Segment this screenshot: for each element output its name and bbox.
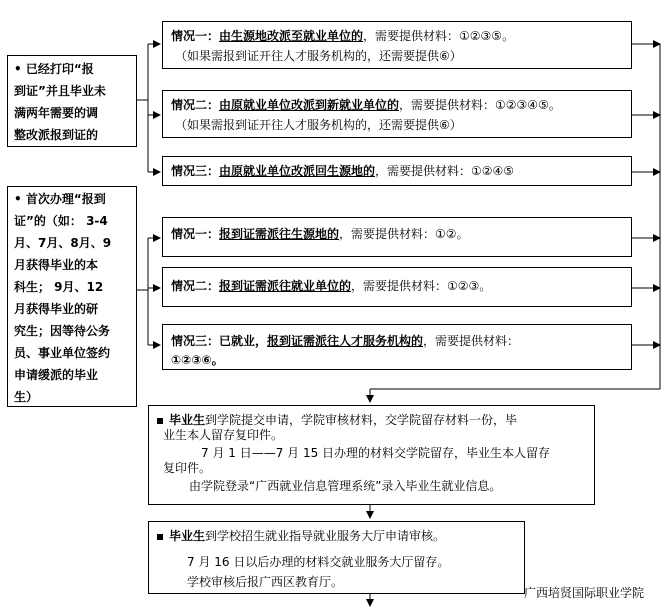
left-box-line: 月获得毕业的研 bbox=[14, 302, 99, 316]
step-text: 由学院登录“广西就业信息管理系统”录入毕业生就业信息。 bbox=[189, 479, 502, 493]
case-highlight: 由原就业单位改派到新就业单位的 bbox=[219, 98, 400, 112]
left-box-line: 月、7月、8月、9 bbox=[14, 236, 112, 250]
case-box-5 bbox=[162, 267, 632, 307]
left-box-line: 申请缓派的毕业 bbox=[14, 368, 99, 382]
left-box-line: 证”的（如： 3-4 bbox=[14, 214, 108, 228]
case-box-2 bbox=[162, 90, 632, 138]
case-label: 情况三：已就业， bbox=[171, 334, 268, 348]
case-note: （如果需报到证开往人才服务机构的，还需要提供⑥） bbox=[175, 49, 462, 63]
case-label: 情况三： bbox=[171, 164, 220, 178]
step-subject: 毕业生 bbox=[169, 529, 206, 543]
step-text: 7 月 16 日以后办理的材料交就业服务大厅留存。 bbox=[187, 555, 450, 569]
case-label: 情况二： bbox=[171, 279, 220, 293]
left-box-line: • 首次办理“报到 bbox=[14, 192, 106, 206]
case-box-6 bbox=[162, 324, 632, 370]
step-text: 到学校招生就业指导就业服务大厅申请审核。 bbox=[205, 529, 446, 543]
step-text: 学校审核后报广西区教育厅。 bbox=[187, 575, 344, 589]
bullet-icon bbox=[157, 418, 163, 424]
case-highlight: 由生源地改派至就业单位的 bbox=[219, 29, 364, 43]
footer-school-name: 广西培贤国际职业学院 bbox=[524, 586, 645, 600]
left-box-line: 到证”并且毕业未 bbox=[14, 84, 106, 98]
case-box-1 bbox=[162, 21, 632, 69]
left-box-reissue bbox=[7, 55, 137, 147]
step-box-college bbox=[148, 405, 595, 505]
case-highlight: 报到证需派往人才服务机构的 bbox=[267, 334, 424, 348]
case-materials: ，需要提供材料：①②④⑤ bbox=[375, 164, 515, 178]
left-box-line: 究生；因等待公务 bbox=[14, 324, 111, 338]
case-note: （如果需报到证开往人才服务机构的，还需要提供⑥） bbox=[175, 118, 462, 132]
left-box-line: 月获得毕业的本 bbox=[14, 258, 99, 272]
step-text: 复印件。 bbox=[163, 461, 212, 475]
case-highlight: 报到证需派往就业单位的 bbox=[219, 279, 352, 293]
case-highlight: 报到证需派往生源地的 bbox=[219, 227, 340, 241]
case-label: 情况一： bbox=[171, 29, 220, 43]
step-box-university bbox=[148, 521, 525, 594]
case-materials: ，需要提供材料： bbox=[423, 334, 520, 348]
step-text: 到学院提交申请，学院审核材料，交学院留存材料一份，毕 bbox=[205, 413, 518, 427]
case-materials: ，需要提供材料：①②③。 bbox=[351, 279, 492, 293]
left-box-line: 满两年需要的调 bbox=[14, 106, 99, 120]
left-box-line: 科生； 9月、12 bbox=[14, 280, 104, 294]
case-label: 情况二： bbox=[171, 98, 220, 112]
case-note: ①②③⑥。 bbox=[171, 353, 224, 367]
step-text: 7 月 1 日——7 月 15 日办理的材料交学院留存，毕业生本人留存 bbox=[201, 446, 551, 460]
left-box-line: 生） bbox=[14, 390, 39, 404]
left-box-line: 员、事业单位签约 bbox=[14, 346, 111, 360]
case-highlight: 由原就业单位改派回生源地的 bbox=[219, 164, 376, 178]
case-materials: ，需要提供材料：①②③⑤。 bbox=[363, 29, 515, 43]
case-box-4 bbox=[162, 217, 632, 257]
left-box-line: 整改派报到证的 bbox=[14, 128, 99, 142]
left-box-line: • 已经打印“报 bbox=[14, 62, 94, 76]
case-box-3 bbox=[162, 156, 632, 186]
bullet-icon bbox=[157, 534, 163, 540]
step-text: 业生本人留存复印件。 bbox=[163, 428, 284, 442]
case-materials: ，需要提供材料：①②。 bbox=[339, 227, 469, 241]
step-subject: 毕业生 bbox=[169, 413, 206, 427]
case-label: 情况一： bbox=[171, 227, 220, 241]
left-box-first-time bbox=[7, 186, 137, 407]
case-materials: ，需要提供材料：①②③④⑤。 bbox=[399, 98, 561, 112]
